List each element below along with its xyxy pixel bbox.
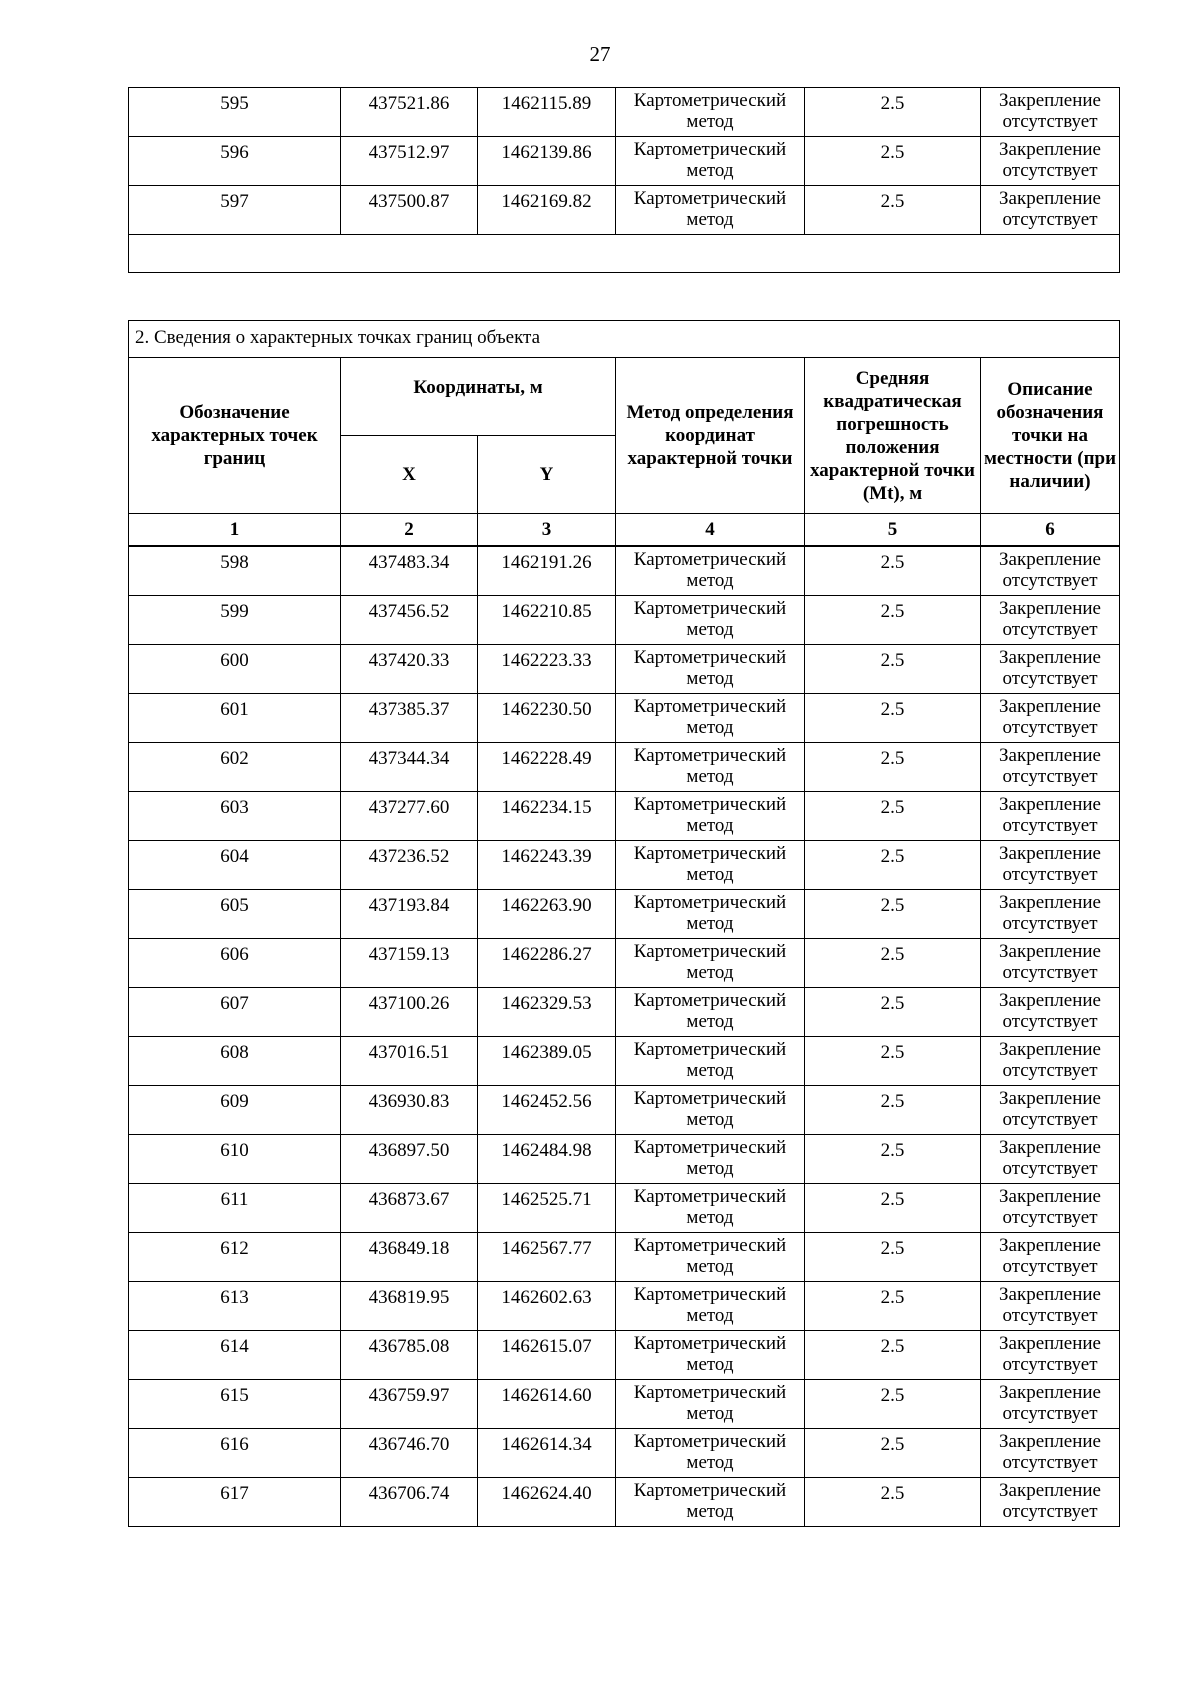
- description-cell: Закрепление отсутствует: [981, 939, 1120, 988]
- y-cell: 1462525.71: [478, 1184, 616, 1233]
- y-cell: 1462602.63: [478, 1282, 616, 1331]
- mt-cell: 2.5: [805, 743, 981, 792]
- mt-cell: 2.5: [805, 1037, 981, 1086]
- method-cell: Картометрический метод: [616, 694, 805, 743]
- mt-cell: 2.5: [805, 546, 981, 596]
- mt-cell: 2.5: [805, 841, 981, 890]
- mt-cell: 2.5: [805, 1282, 981, 1331]
- table-row: [129, 88, 1120, 137]
- header-x: X: [341, 436, 478, 514]
- method-cell: Картометрический метод: [616, 743, 805, 792]
- header-point: Обозначение характерных точек границ: [129, 358, 341, 514]
- x-cell: 437277.60: [341, 792, 478, 841]
- y-cell: 1462615.07: [478, 1331, 616, 1380]
- x-cell: 437420.33: [341, 645, 478, 694]
- mt-cell: 2.5: [805, 596, 981, 645]
- table-row: [129, 645, 1120, 694]
- table-row: [129, 743, 1120, 792]
- point-cell: 608: [129, 1037, 341, 1086]
- x-cell: 436746.70: [341, 1429, 478, 1478]
- description-cell: Закрепление отсутствует: [981, 1135, 1120, 1184]
- column-number: 5: [805, 514, 981, 547]
- y-cell: 1462115.89: [478, 88, 616, 137]
- x-cell: 437100.26: [341, 988, 478, 1037]
- description-cell: Закрепление отсутствует: [981, 1037, 1120, 1086]
- point-cell: 603: [129, 792, 341, 841]
- table-row: [129, 1478, 1120, 1527]
- point-cell: 600: [129, 645, 341, 694]
- y-cell: 1462329.53: [478, 988, 616, 1037]
- x-cell: 437236.52: [341, 841, 478, 890]
- method-cell: Картометрический метод: [616, 546, 805, 596]
- x-cell: 436819.95: [341, 1282, 478, 1331]
- y-cell: 1462228.49: [478, 743, 616, 792]
- table-row: [129, 694, 1120, 743]
- y-cell: 1462169.82: [478, 186, 616, 235]
- method-cell: Картометрический метод: [616, 137, 805, 186]
- x-cell: 436706.74: [341, 1478, 478, 1527]
- x-cell: 437193.84: [341, 890, 478, 939]
- description-cell: Закрепление отсутствует: [981, 1380, 1120, 1429]
- table-row: [129, 1331, 1120, 1380]
- point-cell: 597: [129, 186, 341, 235]
- continuation-table-body: [129, 88, 1120, 273]
- table-row: [129, 988, 1120, 1037]
- point-cell: 602: [129, 743, 341, 792]
- y-cell: 1462139.86: [478, 137, 616, 186]
- method-cell: Картометрический метод: [616, 1086, 805, 1135]
- method-cell: Картометрический метод: [616, 1282, 805, 1331]
- description-cell: Закрепление отсутствует: [981, 186, 1120, 235]
- column-number: 3: [478, 514, 616, 547]
- description-cell: Закрепление отсутствует: [981, 88, 1120, 137]
- mt-cell: 2.5: [805, 1429, 981, 1478]
- table-row: [129, 1282, 1120, 1331]
- point-cell: 611: [129, 1184, 341, 1233]
- mt-cell: 2.5: [805, 1135, 981, 1184]
- point-cell: 607: [129, 988, 341, 1037]
- y-cell: 1462243.39: [478, 841, 616, 890]
- table-row: [129, 1184, 1120, 1233]
- description-cell: Закрепление отсутствует: [981, 1086, 1120, 1135]
- table-row: [129, 939, 1120, 988]
- x-cell: 436849.18: [341, 1233, 478, 1282]
- point-cell: 610: [129, 1135, 341, 1184]
- description-cell: Закрепление отсутствует: [981, 1478, 1120, 1527]
- description-cell: Закрепление отсутствует: [981, 645, 1120, 694]
- mt-cell: 2.5: [805, 645, 981, 694]
- description-cell: Закрепление отсутствует: [981, 546, 1120, 596]
- x-cell: 437512.97: [341, 137, 478, 186]
- y-cell: 1462452.56: [478, 1086, 616, 1135]
- y-cell: 1462614.34: [478, 1429, 616, 1478]
- method-cell: Картометрический метод: [616, 1331, 805, 1380]
- point-cell: 614: [129, 1331, 341, 1380]
- y-cell: 1462210.85: [478, 596, 616, 645]
- empty-row: [129, 235, 1120, 273]
- x-cell: 437016.51: [341, 1037, 478, 1086]
- description-cell: Закрепление отсутствует: [981, 137, 1120, 186]
- continuation-table: [128, 87, 1120, 273]
- x-cell: 437344.34: [341, 743, 478, 792]
- mt-cell: 2.5: [805, 1478, 981, 1527]
- method-cell: Картометрический метод: [616, 1380, 805, 1429]
- mt-cell: 2.5: [805, 186, 981, 235]
- table-row: [129, 1429, 1120, 1478]
- method-cell: Картометрический метод: [616, 186, 805, 235]
- y-cell: 1462624.40: [478, 1478, 616, 1527]
- description-cell: Закрепление отсутствует: [981, 1233, 1120, 1282]
- page-number: 27: [589, 42, 611, 66]
- y-cell: 1462286.27: [478, 939, 616, 988]
- y-cell: 1462230.50: [478, 694, 616, 743]
- mt-cell: 2.5: [805, 988, 981, 1037]
- point-cell: 615: [129, 1380, 341, 1429]
- point-cell: 601: [129, 694, 341, 743]
- description-cell: Закрепление отсутствует: [981, 596, 1120, 645]
- y-cell: 1462263.90: [478, 890, 616, 939]
- mt-cell: 2.5: [805, 1233, 981, 1282]
- y-cell: 1462234.15: [478, 792, 616, 841]
- table-row: [129, 841, 1120, 890]
- y-cell: 1462484.98: [478, 1135, 616, 1184]
- table-row: [129, 546, 1120, 596]
- method-cell: Картометрический метод: [616, 645, 805, 694]
- x-cell: 437385.37: [341, 694, 478, 743]
- mt-cell: 2.5: [805, 1184, 981, 1233]
- mt-cell: 2.5: [805, 1331, 981, 1380]
- point-cell: 612: [129, 1233, 341, 1282]
- header-y: Y: [478, 436, 616, 514]
- method-cell: Картометрический метод: [616, 841, 805, 890]
- description-cell: Закрепление отсутствует: [981, 1282, 1120, 1331]
- x-cell: 437500.87: [341, 186, 478, 235]
- description-cell: Закрепление отсутствует: [981, 1331, 1120, 1380]
- method-cell: Картометрический метод: [616, 988, 805, 1037]
- header-coords: Координаты, м: [341, 358, 616, 436]
- table-row: [129, 1233, 1120, 1282]
- table-row: [129, 1380, 1120, 1429]
- description-cell: Закрепление отсутствует: [981, 841, 1120, 890]
- y-cell: 1462191.26: [478, 546, 616, 596]
- description-cell: Закрепление отсутствует: [981, 743, 1120, 792]
- table-row: [129, 186, 1120, 235]
- point-cell: 605: [129, 890, 341, 939]
- column-number: 6: [981, 514, 1120, 547]
- description-cell: Закрепление отсутствует: [981, 792, 1120, 841]
- point-cell: 598: [129, 546, 341, 596]
- method-cell: Картометрический метод: [616, 1429, 805, 1478]
- point-cell: 599: [129, 596, 341, 645]
- table-row: [129, 1135, 1120, 1184]
- mt-cell: 2.5: [805, 137, 981, 186]
- point-cell: 613: [129, 1282, 341, 1331]
- point-cell: 609: [129, 1086, 341, 1135]
- table-row: [129, 1037, 1120, 1086]
- mt-cell: 2.5: [805, 939, 981, 988]
- header-method: Метод определения координат характерной точки: [616, 358, 805, 514]
- x-cell: 437159.13: [341, 939, 478, 988]
- mt-cell: 2.5: [805, 792, 981, 841]
- table-row: [129, 792, 1120, 841]
- method-cell: Картометрический метод: [616, 1037, 805, 1086]
- y-cell: 1462223.33: [478, 645, 616, 694]
- table-row: [129, 890, 1120, 939]
- column-number: 1: [129, 514, 341, 547]
- method-cell: Картометрический метод: [616, 1184, 805, 1233]
- point-cell: 617: [129, 1478, 341, 1527]
- point-cell: 604: [129, 841, 341, 890]
- header-mt: Средняя квадратическая погрешность положения характерной точки (Mt), м: [805, 358, 981, 514]
- header-desc: Описание обозначения точки на местности (при наличии): [981, 358, 1120, 514]
- column-number: 2: [341, 514, 478, 547]
- mt-cell: 2.5: [805, 1086, 981, 1135]
- method-cell: Картометрический метод: [616, 1478, 805, 1527]
- x-cell: 437483.34: [341, 546, 478, 596]
- column-number: 4: [616, 514, 805, 547]
- method-cell: Картометрический метод: [616, 596, 805, 645]
- x-cell: 436873.67: [341, 1184, 478, 1233]
- x-cell: 436785.08: [341, 1331, 478, 1380]
- empty-cell: [129, 235, 1120, 273]
- method-cell: Картометрический метод: [616, 792, 805, 841]
- y-cell: 1462567.77: [478, 1233, 616, 1282]
- description-cell: Закрепление отсутствует: [981, 1429, 1120, 1478]
- method-cell: Картометрический метод: [616, 939, 805, 988]
- mt-cell: 2.5: [805, 88, 981, 137]
- boundary-points-table: [128, 320, 1120, 1527]
- point-cell: 595: [129, 88, 341, 137]
- y-cell: 1462614.60: [478, 1380, 616, 1429]
- description-cell: Закрепление отсутствует: [981, 988, 1120, 1037]
- method-cell: Картометрический метод: [616, 890, 805, 939]
- method-cell: Картометрический метод: [616, 1233, 805, 1282]
- method-cell: Картометрический метод: [616, 1135, 805, 1184]
- x-cell: 436930.83: [341, 1086, 478, 1135]
- mt-cell: 2.5: [805, 890, 981, 939]
- point-cell: 596: [129, 137, 341, 186]
- x-cell: 436897.50: [341, 1135, 478, 1184]
- mt-cell: 2.5: [805, 694, 981, 743]
- table-row: [129, 1086, 1120, 1135]
- description-cell: Закрепление отсутствует: [981, 694, 1120, 743]
- description-cell: Закрепление отсутствует: [981, 1184, 1120, 1233]
- table-row: [129, 137, 1120, 186]
- boundary-points-body: [129, 546, 1120, 1527]
- x-cell: 436759.97: [341, 1380, 478, 1429]
- point-cell: 606: [129, 939, 341, 988]
- section-title: 2. Сведения о характерных точках границ объекта: [129, 321, 1120, 358]
- table-row: [129, 596, 1120, 645]
- x-cell: 437521.86: [341, 88, 478, 137]
- point-cell: 616: [129, 1429, 341, 1478]
- y-cell: 1462389.05: [478, 1037, 616, 1086]
- x-cell: 437456.52: [341, 596, 478, 645]
- description-cell: Закрепление отсутствует: [981, 890, 1120, 939]
- method-cell: Картометрический метод: [616, 88, 805, 137]
- mt-cell: 2.5: [805, 1380, 981, 1429]
